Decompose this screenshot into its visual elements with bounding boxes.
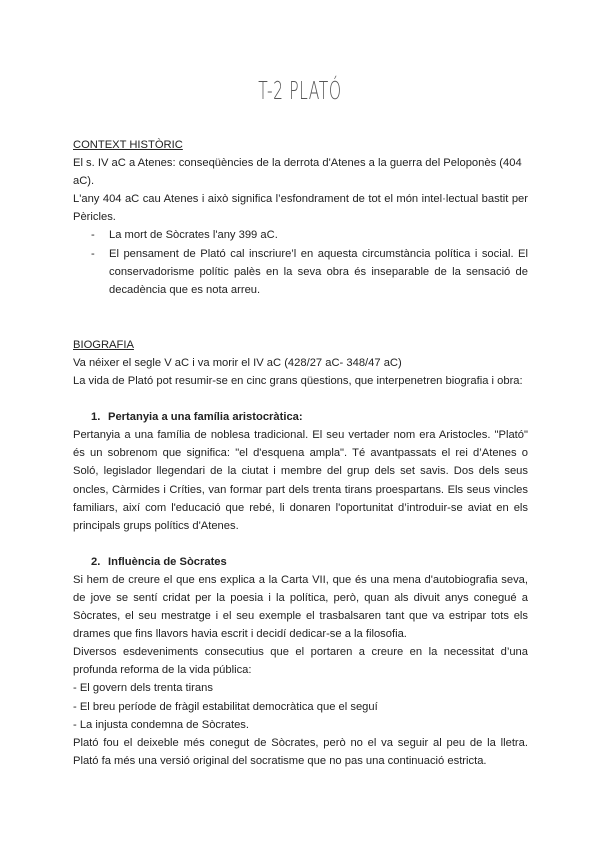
document-body bbox=[73, 136, 528, 770]
bio-subheading bbox=[73, 408, 528, 426]
subheading-title: Pertanyia a una família aristocràtica: bbox=[108, 411, 303, 424]
bio-paragraph: Si hem de creure el que ens explica a la Carta VII, que és una mena d'autobiografia seva, de jove se sentí cridat per la poesia i la política, però, quan als divuit anys conegué a Sòcrates, el seu mestratge i el seu exemple el trasbalsaren tant que va estripar tots els drames que fins llavors havia escrit i decidí dedicar-se a la filosofia. bbox=[73, 573, 528, 641]
bio-list-item: - La injusta condemna de Sòcrates. bbox=[73, 718, 249, 731]
context-paragraph: L'any 404 aC cau Atenes i això significa l’esfondrament de tot el món intel·lectual bastit per Pèricles. bbox=[73, 193, 528, 224]
dash-bullet-icon: - bbox=[91, 247, 95, 260]
bio-dates-line: Va néixer el segle V aC i va morir el IV aC (428/27 aC- 348/47 aC) bbox=[73, 356, 402, 369]
context-bullet-text: La mort de Sòcrates l'any 399 aC. bbox=[109, 229, 278, 242]
context-bullet bbox=[73, 245, 528, 299]
bio-list-item: - El breu període de fràgil estabilitat democràtica que el seguí bbox=[73, 700, 378, 713]
bio-subheading bbox=[73, 553, 528, 571]
document-title: T-2 PLATÓ bbox=[258, 76, 342, 105]
section-heading-biography: BIOGRAFIA bbox=[73, 338, 134, 351]
subheading-number: 1. bbox=[91, 411, 101, 424]
bio-summary-line: La vida de Plató pot resumir-se en cinc grans qüestions, que interpenetren biografia i obra: bbox=[73, 375, 523, 388]
section-heading-context: CONTEXT HISTÒRIC bbox=[73, 139, 183, 151]
bio-paragraph: Pertanyia a una família de noblesa tradicional. El seu vertader nom era Aristocles. "Plató" és un sobrenom que significa: "el d'esquena ampla". Té avantpassats el rei d’Atenes o Soló, legislador llegendari de la ciutat i membre del grup dels set savis. Dos dels seus oncles, Càrmides i Críties, van formar part dels trenta tirans proespartans. Els seus vincles familiars, així com l'educació que rebé, li donaren l'oportunitat d’introduir-se aviat en els principals grups polítics d'Atenes. bbox=[73, 429, 528, 532]
context-intro-line: El s. IV aC a Atenes: conseqüències de la derrota d'Atenes a la guerra del Peloponès (404 aC). bbox=[73, 157, 522, 188]
bio-list-item: - El govern dels trenta tirans bbox=[73, 682, 213, 695]
context-bullet-text: El pensament de Plató cal inscriure’l en aquesta circumstància política i social. El conservadorisme polític palès en la seva obra és inseparable de la sensació de decadència que es nota arreu. bbox=[109, 247, 528, 296]
bio-paragraph: Diversos esdeveniments consecutius que el portaren a creure en la necessitat d’una profunda reforma de la vida pública: bbox=[73, 646, 528, 677]
subheading-number: 2. bbox=[91, 555, 101, 568]
bio-paragraph: Plató fou el deixeble més conegut de Sòcrates, però no el va seguir al peu de la lletra. Plató fa més una versió original del socratisme que no pas una continuació estricta. bbox=[73, 736, 528, 767]
dash-bullet-icon: - bbox=[91, 229, 95, 242]
subheading-title: Influència de Sòcrates bbox=[108, 555, 227, 568]
context-bullet bbox=[73, 226, 528, 244]
